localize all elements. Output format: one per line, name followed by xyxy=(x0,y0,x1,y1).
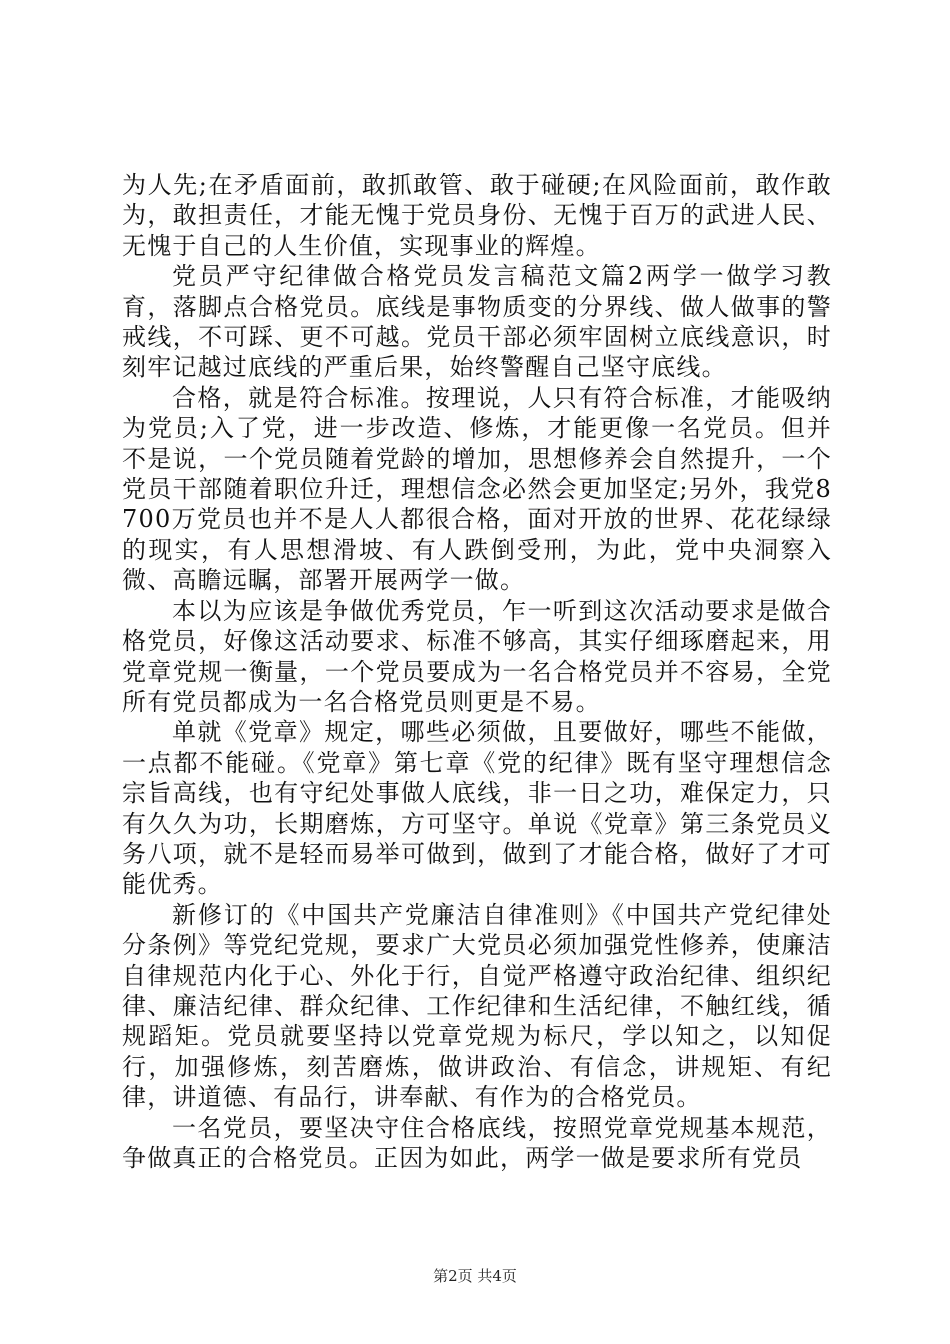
paragraph: 党员严守纪律做合格党员发言稿范文篇2两学一做学习教育，落脚点合格党员。底线是事物质变的分界线、做人做事的警戒线，不可踩、更不可越。党员干部必须牢固树立底线意识，时刻牢记越过底线的严重后果，始终警醒自己坚守底线。 xyxy=(122,262,832,382)
paragraph: 合格，就是符合标准。按理说，人只有符合标准，才能吸纳为党员;入了党，进一步改造、修炼，才能更像一名党员。但并不是说，一个党员随着党龄的增加，思想修养会自然提升，一个党员干部随着职位升迁，理想信念必然会更加坚定;另外，我党8700万党员也并不是人人都很合格，面对开放的世界、花花绿绿的现实，有人思想滑坡、有人跌倒受刑，为此，党中央洞察入微、高瞻远瞩，部署开展两学一做。 xyxy=(122,383,832,595)
page-number-footer: 第2页 共4页 xyxy=(433,1267,517,1285)
paragraph-continuation: 为人先;在矛盾面前，敢抓敢管、敢于碰硬;在风险面前，敢作敢为，敢担责任，才能无愧于党员身份、无愧于百万的武进人民、无愧于自己的人生价值，实现事业的辉煌。 xyxy=(122,171,832,260)
paragraph: 本以为应该是争做优秀党员，乍一听到这次活动要求是做合格党员，好像这活动要求、标准不够高，其实仔细琢磨起来，用党章党规一衡量，一个党员要成为一名合格党员并不容易，全党所有党员都成为一名合格党员则更是不易。 xyxy=(122,596,832,716)
paragraph: 新修订的《中国共产党廉洁自律准则》《中国共产党纪律处分条例》等党纪党规，要求广大党员必须加强党性修养，使廉洁自律规范内化于心、外化于行，自觉严格遵守政治纪律、组织纪律、廉洁纪律、群众纪律、工作纪律和生活纪律，不触红线，循规蹈矩。党员就要坚持以党章党规为标尺，学以知之，以知促行，加强修炼，刻苦磨炼，做讲政治、有信念，讲规矩、有纪律，讲道德、有品行，讲奉献、有作为的合格党员。 xyxy=(122,900,832,1112)
paragraph: 一名党员，要坚决守住合格底线，按照党章党规基本规范，争做真正的合格党员。正因为如此，两学一做是要求所有党员 xyxy=(122,1113,832,1172)
document-body xyxy=(122,170,832,1173)
paragraph: 单就《党章》规定，哪些必须做，且要做好，哪些不能做，一点都不能碰。《党章》第七章《党的纪律》既有坚守理想信念宗旨高线，也有守纪处事做人底线，非一日之功，难保定力，只有久久为功，长期磨炼，方可坚守。单说《党章》第三条党员义务八项，就不是轻而易举可做到，做到了才能合格，做好了才可能优秀。 xyxy=(122,718,832,899)
